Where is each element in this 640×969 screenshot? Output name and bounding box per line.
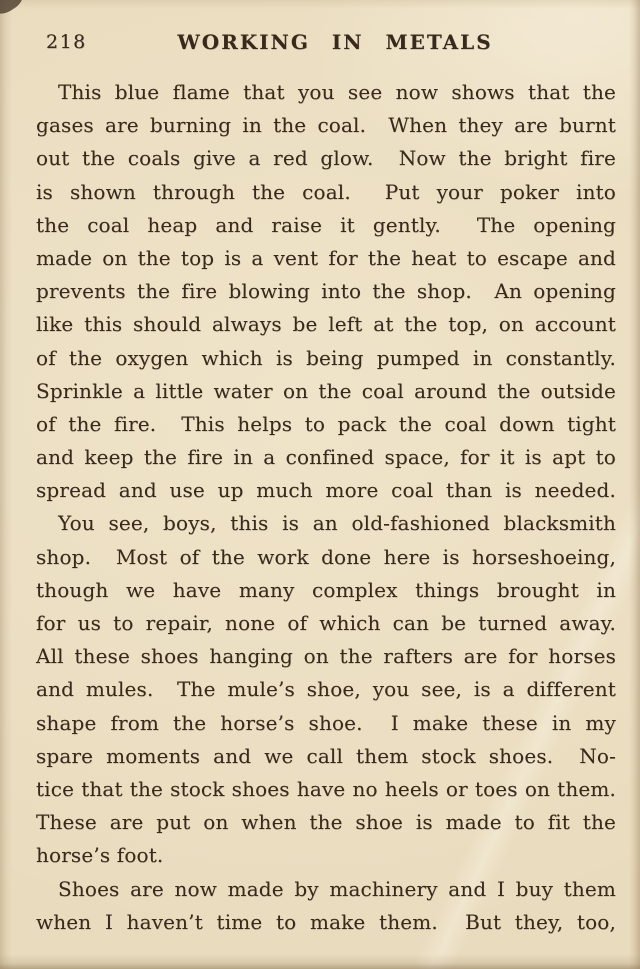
text-line: horse’s foot. bbox=[36, 843, 164, 868]
text-line: shop. Most of the work done here is horseshoeing, bbox=[36, 544, 616, 569]
text-line: shape from the horse’s shoe. I make these in my bbox=[36, 710, 616, 735]
text-line: though we have many complex things brought in bbox=[36, 577, 616, 602]
text-line: for us to repair, none of which can be turned away. bbox=[36, 611, 616, 635]
running-header-title: WORKING IN METALS bbox=[177, 30, 493, 54]
text-line: and keep the fire in a confined space, for it is apt to bbox=[36, 445, 616, 470]
page-corner-mark bbox=[0, 0, 27, 18]
text-line: spare moments and we call them stock shoes. No- bbox=[36, 743, 616, 768]
page-number: 218 bbox=[46, 31, 87, 53]
text-line: out the coals give a red glow. Now the bright fire bbox=[36, 146, 616, 171]
page-header bbox=[36, 30, 616, 56]
text-line: and mules. The mule’s shoe, you see, is a different bbox=[36, 677, 616, 702]
text-line: like this should always be left at the top, on account bbox=[36, 312, 616, 337]
text-line: Shoes are now made by machinery and I buy them bbox=[58, 876, 616, 901]
text-line: of the oxygen which is being pumped in constantly. bbox=[36, 345, 616, 370]
text-line: made on the top is a vent for the heat to escape and bbox=[36, 245, 616, 270]
text-line: when I haven’t time to make them. But they, too, bbox=[36, 909, 616, 934]
text-line: is shown through the coal. Put your poker into bbox=[36, 179, 616, 204]
text-line: of the fire. This helps to pack the coal down tight bbox=[36, 411, 616, 436]
text-line: Sprinkle a little water on the coal around the outside bbox=[36, 378, 616, 403]
text-line: These are put on when the shoe is made to fit the bbox=[36, 810, 616, 835]
text-line: This blue flame that you see now shows that the bbox=[58, 80, 616, 104]
text-line: the coal heap and raise it gently. The opening bbox=[36, 212, 616, 237]
text-line: tice that the stock shoes have no heels or toes on them. bbox=[36, 776, 616, 801]
text-line: gases are burning in the coal. When they are burnt bbox=[36, 113, 616, 138]
text-line: prevents the fire blowing into the shop. An opening bbox=[36, 279, 616, 304]
body-text bbox=[36, 76, 616, 939]
text-line: spread and use up much more coal than is needed. bbox=[36, 478, 616, 503]
text-line: All these shoes hanging on the rafters are for horses bbox=[36, 644, 616, 669]
text-line: You see, boys, this is an old-fashioned blacksmith bbox=[58, 511, 616, 536]
